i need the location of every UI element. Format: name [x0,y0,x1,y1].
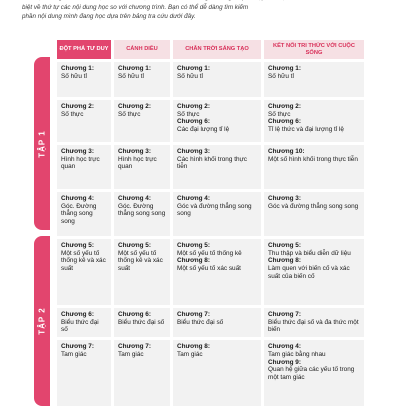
chapter-title: Số thực [268,110,291,118]
chapter-title: Làm quen với biến cố và xác suất của biến cố [268,265,350,280]
chapter-number: Chương 1: [268,65,301,72]
chapter-number: Chương 7: [177,311,210,318]
table-cell [57,308,111,337]
table-cell [173,100,261,142]
volume-tab-1 [34,57,50,230]
table-cell [114,308,170,337]
table-cell [264,100,364,142]
chapter-number: Chương 2: [268,103,301,110]
table-cell [173,62,261,97]
chapter-title: Các hình khối trong thực tiễn [177,155,247,171]
table-row [57,62,364,97]
chapter-title: Số hữu tỉ [61,72,87,80]
table-cell [114,340,170,406]
chapter-title: Thu thập và biểu diễn dữ liệu [268,249,351,257]
chapter-number: Chương 2: [61,103,94,110]
chapter-number: Chương 5: [118,242,151,249]
chapter-number: Chương 3: [268,195,301,202]
chapter-title: Quan hệ giữa các yếu tố trong một tam giác [268,366,355,381]
chapter-number: Chương 3: [118,148,151,155]
chapter-number: Chương 4: [118,195,151,202]
chapter-title: Số hữu tỉ [268,72,294,80]
chapter-title: Các đại lượng tỉ lệ [177,126,230,134]
table-row [57,100,364,142]
table-cell [264,192,364,236]
chapter-number: Chương 7: [268,311,301,318]
chapter-number: Chương 6: [118,311,151,318]
chapter-number: Chương 10: [268,148,305,155]
table-cell [57,62,111,97]
chapter-number: Chương 6: [61,311,94,318]
chapter-number: Chương 3: [61,148,94,155]
chapter-title: Góc. Đường thẳng song song [61,202,97,226]
chapter-title: Số thực [61,110,84,118]
chapter-title: Tam giác [177,350,203,358]
chapter-title: Hình học trực quan [61,155,100,171]
chapter-title: Biểu thức đại số [61,318,99,334]
chapter-title: Một số yếu tố xác suất [177,265,241,273]
table-cell [114,62,170,97]
chapter-number: Chương 9: [268,358,301,366]
table-cell [173,308,261,337]
chapter-title: Số hữu tỉ [118,72,144,80]
table-cell [114,239,170,305]
table-cell [114,192,170,236]
chapter-title: Tam giác bằng nhau [268,350,326,358]
table-cell [264,308,364,337]
table-cell [173,192,261,236]
chapter-title: Biểu thức đại số [118,318,165,326]
table-cell [264,239,364,305]
chapter-title: Biểu thức đại số và đa thức một biến [268,318,359,334]
column-header: CÁNH DIỀU [114,40,170,59]
table-cell [57,145,111,189]
chapter-number: Chương 8: [268,257,301,265]
chapter-number: Chương 3: [177,148,210,155]
table-row [57,145,364,189]
chapter-title: Tam giác [61,350,87,358]
chapter-number: Chương 6: [268,118,301,126]
chapter-number: Chương 6: [177,118,210,126]
curriculum-table [54,37,367,409]
intro-line: biệt về thứ tự các nội dung học so với chương trình. Bạn có thể dễ dàng tìm kiếm [22,3,249,11]
table-row [57,192,364,236]
volume-label: TẬP 2 [37,307,47,335]
table-cell [264,62,364,97]
chapter-title: Góc và đường thẳng song song [268,202,359,210]
chapter-number: Chương 5: [61,242,94,249]
chapter-number: Chương 8: [177,257,210,265]
chapter-title: Một số yếu tố thống kê và xác suất [61,249,106,273]
chapter-number: Chương 1: [118,65,151,72]
chapter-title: Biểu thức đại số [177,318,224,326]
table-cell [173,239,261,305]
chapter-title: Góc và đường thẳng song song [177,202,252,218]
table-cell [57,239,111,305]
chapter-title: Tam giác [118,350,144,358]
chapter-title: Số thực [177,110,200,118]
table-cell [114,145,170,189]
chapter-title: Hình học trực quan [118,155,157,171]
table-cell [264,340,364,406]
table-cell [114,100,170,142]
chapter-number: Chương 4: [61,195,94,202]
table-cell [173,340,261,406]
table-row [57,308,364,337]
table-cell [173,145,261,189]
chapter-title: Một số hình khối trong thực tiễn [268,155,358,163]
chapter-number: Chương 5: [177,242,210,249]
table-cell [57,100,111,142]
chapter-title: Một số yếu tố thống kê và xác suất [118,249,163,273]
chapter-title: Số hữu tỉ [177,72,203,80]
chapter-number: Chương 7: [118,343,151,351]
chapter-number: Chương 1: [177,65,210,72]
table-cell [264,145,364,189]
chapter-number: Chương 4: [177,195,210,202]
intro-paragraph [22,0,382,22]
chapter-number: Chương 1: [61,65,94,72]
table-row [57,340,364,406]
table-header-row [57,40,364,59]
column-header: CHÂN TRỜI SÁNG TẠO [173,40,261,59]
chapter-number: Chương 5: [268,242,301,249]
column-header: ĐỘT PHÁ TƯ DUY [57,40,111,59]
chapter-title: Góc. Đường thẳng song song [118,202,166,218]
table-row [57,239,364,305]
chapter-number: Chương 2: [177,103,210,110]
chapter-number: Chương 4: [268,343,301,351]
chapter-number: Chương 8: [177,343,210,351]
intro-line: phần nội dung mình đang học dựa trên bảng tra cứu dưới đây. [22,13,196,21]
volume-tab-2 [34,236,50,406]
chapter-title: Một số yếu tố thống kê [177,249,242,257]
column-header: KẾT NỐI TRI THỨC VỚI CUỘC SỐNG [264,40,364,59]
table-cell [57,192,111,236]
chapter-number: Chương 2: [118,103,151,110]
table-cell [57,340,111,406]
chapter-title: Tỉ lệ thức và đại lượng tỉ lệ [268,126,344,134]
volume-label: TẬP 1 [37,129,47,158]
chapter-title: Số thực [118,110,141,118]
chapter-number: Chương 7: [61,343,94,351]
